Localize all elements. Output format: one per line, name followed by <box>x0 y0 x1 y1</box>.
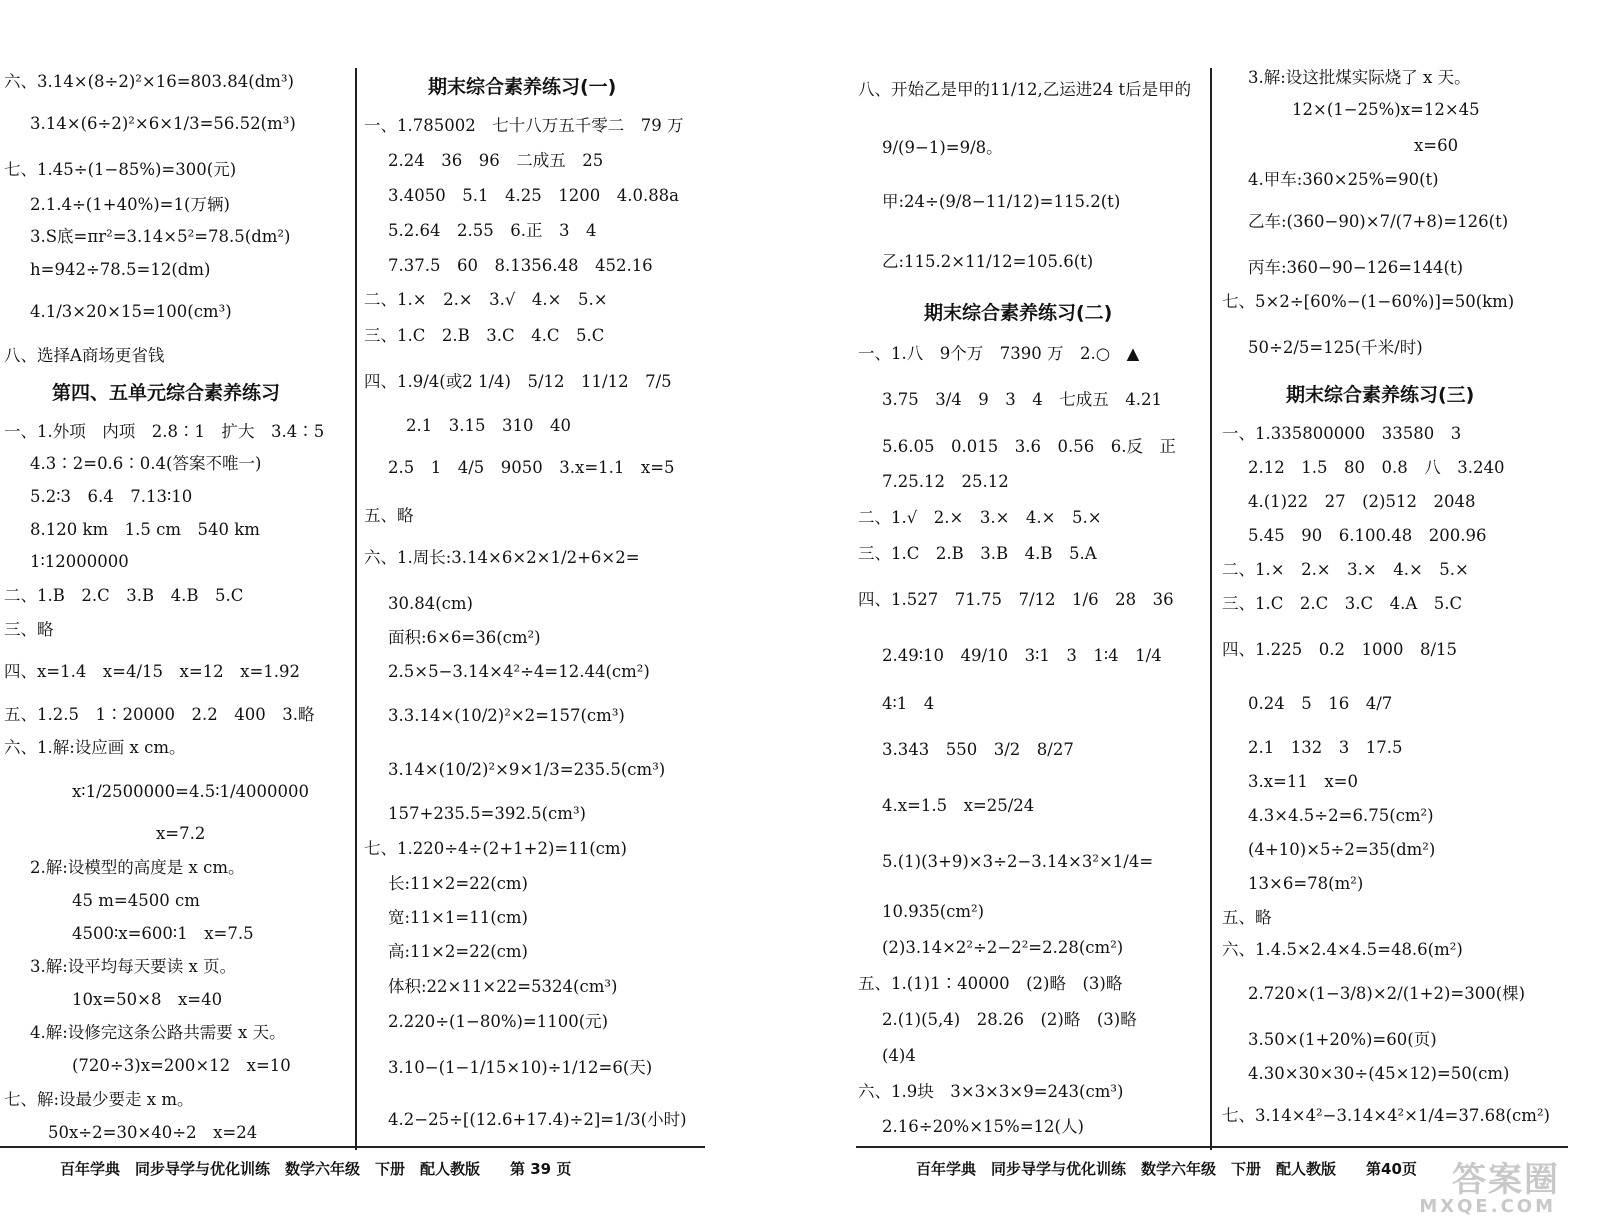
answer-line: 六、1.解:设应画 x cm。 <box>4 738 186 757</box>
answer-line: 二、1.√ 2.× 3.× 4.× 5.× <box>858 508 1102 527</box>
left-page <box>0 0 780 1219</box>
answer-line: 二、1.× 2.× 3.× 4.× 5.× <box>1222 560 1469 579</box>
answer-line: 七、5×2÷[60%−(1−60%)]=50(km) <box>1222 292 1515 311</box>
section-heading: 期末综合素养练习(三) <box>1286 384 1475 406</box>
answer-line: 六、1.周长:3.14×6×2×1/2+6×2= <box>364 548 640 567</box>
answer-line: 4.(1)22 27 (2)512 2048 <box>1248 492 1476 511</box>
answer-line: 3.50×(1+20%)=60(页) <box>1248 1030 1437 1049</box>
answer-line: 4.30×30×30÷(45×12)=50(cm) <box>1248 1064 1510 1083</box>
answer-line: 4500∶x=600∶1 x=7.5 <box>72 924 254 943</box>
section-heading: 第四、五单元综合素养练习 <box>52 382 281 404</box>
answer-line: 13×6=78(m²) <box>1248 874 1364 893</box>
answer-line: (4+10)×5÷2=35(dm²) <box>1248 840 1436 859</box>
answer-line: (2)3.14×2²÷2−2²=2.28(cm²) <box>882 938 1124 957</box>
answer-line: 2.1 3.15 310 40 <box>406 416 571 435</box>
answer-line: (4)4 <box>882 1046 916 1065</box>
answer-line: 一、1.外项 内项 2.8∶1 扩大 3.4∶5 <box>4 422 325 441</box>
answer-line: 2.12 1.5 80 0.8 八 3.240 <box>1248 458 1505 477</box>
answer-line: 乙:115.2×11/12=105.6(t) <box>882 252 1094 271</box>
answer-line: 2.5×5−3.14×4²÷4=12.44(cm²) <box>388 662 650 681</box>
answer-line: 2.5 1 4/5 9050 3.x=1.1 x=5 <box>388 458 675 477</box>
answer-line: 12×(1−25%)x=12×45 <box>1292 100 1480 119</box>
answer-line: 2.220÷(1−80%)=1100(元) <box>388 1012 609 1031</box>
answer-line: 3.x=11 x=0 <box>1248 772 1358 791</box>
answer-line: 5.2.64 2.55 6.正 3 4 <box>388 221 597 240</box>
answer-line: 2.(1)(5,4) 28.26 (2)略 (3)略 <box>882 1010 1137 1029</box>
answer-line: 5.2∶3 6.4 7.13∶10 <box>30 487 193 506</box>
answer-line: 四、1.9/4(或2 1/4) 5/12 11/12 7/5 <box>364 372 672 391</box>
answer-line: 1∶12000000 <box>30 552 129 571</box>
answer-line: 2.24 36 96 二成五 25 <box>388 151 604 170</box>
left-footer-rule <box>0 1146 705 1148</box>
answer-line: 4.甲车:360×25%=90(t) <box>1248 170 1439 189</box>
answer-line: 2.16÷20%×15%=12(人) <box>882 1117 1084 1136</box>
answer-line: 4.x=1.5 x=25/24 <box>882 796 1035 815</box>
answer-line: 八、开始乙是甲的11/12,乙运进24 t后是甲的 <box>858 80 1192 99</box>
answer-line: 面积:6×6=36(cm²) <box>388 628 541 647</box>
answer-line: 2.49∶10 49/10 3∶1 3 1∶4 1/4 <box>882 646 1162 665</box>
answer-line: 3.3.14×(10/2)²×2=157(cm³) <box>388 706 625 725</box>
answer-line: 2.1 132 3 17.5 <box>1248 738 1403 757</box>
answer-line: 0.24 5 16 4/7 <box>1248 694 1393 713</box>
answer-line: 乙车:(360−90)×7/(7+8)=126(t) <box>1248 212 1509 231</box>
answer-line: 三、1.C 2.B 3.B 4.B 5.A <box>858 544 1097 563</box>
answer-line: 五、1.2.5 1∶20000 2.2 400 3.略 <box>4 705 315 724</box>
answer-line: 7.37.5 60 8.1356.48 452.16 <box>388 256 653 275</box>
answer-line: 4.2−25÷[(12.6+17.4)÷2]=1/3(小时) <box>388 1110 687 1129</box>
answer-line: x=7.2 <box>156 824 206 843</box>
answer-line: 3.解:设平均每天要读 x 页。 <box>30 957 237 976</box>
answer-line: 四、x=1.4 x=4/15 x=12 x=1.92 <box>4 662 301 681</box>
answer-line: 一、1.八 9个万 7390 万 2.○ ▲ <box>858 344 1140 363</box>
answer-line: 三、1.C 2.C 3.C 4.A 5.C <box>1222 594 1463 613</box>
right-footer-rule <box>856 1146 1568 1148</box>
answer-line: 长:11×2=22(cm) <box>388 874 528 893</box>
answer-line: 3.4050 5.1 4.25 1200 4.0.88a <box>388 186 680 205</box>
answer-line: 3.10−(1−1/15×10)÷1/12=6(天) <box>388 1058 653 1077</box>
watermark-url: MXQE.COM <box>1419 1196 1556 1217</box>
answer-line: 4.1/3×20×15=100(cm³) <box>30 302 232 321</box>
answer-line: 三、略 <box>4 620 54 639</box>
left-column-divider <box>355 68 357 1150</box>
answer-line: x=60 <box>1414 136 1459 155</box>
answer-line: 宽:11×1=11(cm) <box>388 908 528 927</box>
answer-line: 8.120 km 1.5 cm 540 km <box>30 520 260 539</box>
answer-line: 七、1.45÷(1−85%)=300(元) <box>4 160 237 179</box>
answer-line: 3.解:设这批煤实际烧了 x 天。 <box>1248 68 1471 87</box>
section-heading: 期末综合素养练习(一) <box>428 76 617 98</box>
watermark-logo: 答案圈 <box>1452 1160 1560 1200</box>
answer-line: 157+235.5=392.5(cm³) <box>388 804 586 823</box>
answer-line: 10.935(cm²) <box>882 902 985 921</box>
answer-line: 八、选择A商场更省钱 <box>4 346 165 365</box>
answer-line: 4.3×4.5÷2=6.75(cm²) <box>1248 806 1434 825</box>
right-column-divider <box>1210 68 1212 1150</box>
answer-line: 五、略 <box>1222 908 1272 927</box>
answer-line: 高:11×2=22(cm) <box>388 942 528 961</box>
answer-line: 六、3.14×(8÷2)²×16=803.84(dm³) <box>4 72 294 91</box>
answer-line: 四、1.527 71.75 7/12 1/6 28 36 <box>858 590 1174 609</box>
answer-line: 50÷2/5=125(千米/时) <box>1248 338 1423 357</box>
answer-line: (720÷3)x=200×12 x=10 <box>72 1056 291 1075</box>
answer-line: 2.720×(1−3/8)×2/(1+2)=300(棵) <box>1248 984 1526 1003</box>
answer-line: 3.S底=πr²=3.14×5²=78.5(dm²) <box>30 227 291 246</box>
answer-line: 50x÷2=30×40÷2 x=24 <box>48 1123 258 1142</box>
right-page-footer: 百年学典 同步导学与优化训练 数学六年级 下册 配人教版 第40页 <box>916 1160 1417 1178</box>
answer-line: 2.解:设模型的高度是 x cm。 <box>30 858 245 877</box>
answer-line: 七、1.220÷4÷(2+1+2)=11(cm) <box>364 839 627 858</box>
answer-line: 9/(9−1)=9/8。 <box>882 138 1003 157</box>
answer-line: 六、1.9块 3×3×3×9=243(cm³) <box>858 1082 1124 1101</box>
answer-line: 四、1.225 0.2 1000 8/15 <box>1222 640 1458 659</box>
answer-line: 30.84(cm) <box>388 594 473 613</box>
answer-line: 六、1.4.5×2.4×4.5=48.6(m²) <box>1222 940 1463 959</box>
answer-line: 二、1.× 2.× 3.√ 4.× 5.× <box>364 290 608 309</box>
answer-line: 4.3∶2=0.6∶0.4(答案不唯一) <box>30 454 262 473</box>
answer-line: 2.1.4÷(1+40%)=1(万辆) <box>30 195 230 214</box>
answer-line: 4.解:设修完这条公路共需要 x 天。 <box>30 1023 286 1042</box>
answer-line: 3.14×(6÷2)²×6×1/3=56.52(m³) <box>30 114 296 133</box>
answer-line: x∶1/2500000=4.5∶1/4000000 <box>72 782 310 801</box>
section-heading: 期末综合素养练习(二) <box>924 302 1113 324</box>
answer-line: 一、1.335800000 33580 3 <box>1222 424 1462 443</box>
answer-line: h=942÷78.5=12(dm) <box>30 260 211 279</box>
answer-line: 甲:24÷(9/8−11/12)=115.2(t) <box>882 192 1121 211</box>
answer-line: 丙车:360−90−126=144(t) <box>1248 258 1464 277</box>
answer-line: 5.(1)(3+9)×3÷2−3.14×3²×1/4= <box>882 852 1154 871</box>
answer-line: 一、1.785002 七十八万五千零二 79 万 <box>364 116 684 135</box>
answer-line: 体积:22×11×22=5324(cm³) <box>388 977 618 996</box>
answer-line: 45 m=4500 cm <box>72 891 200 910</box>
answer-line: 七、3.14×4²−3.14×4²×1/4=37.68(cm²) <box>1222 1106 1550 1125</box>
answer-line: 五、1.(1)1∶40000 (2)略 (3)略 <box>858 974 1123 993</box>
left-page-footer: 百年学典 同步导学与优化训练 数学六年级 下册 配人教版 第 39 页 <box>60 1160 572 1178</box>
answer-line: 3.75 3/4 9 3 4 七成五 4.21 <box>882 390 1163 409</box>
answer-line: 3.343 550 3/2 8/27 <box>882 740 1074 759</box>
answer-line: 3.14×(10/2)²×9×1/3=235.5(cm³) <box>388 760 666 779</box>
answer-line: 7.25.12 25.12 <box>882 472 1009 491</box>
answer-line: 二、1.B 2.C 3.B 4.B 5.C <box>4 586 244 605</box>
answer-line: 10x=50×8 x=40 <box>72 990 223 1009</box>
right-page <box>800 0 1600 1219</box>
answer-line: 三、1.C 2.B 3.C 4.C 5.C <box>364 326 605 345</box>
answer-line: 五、略 <box>364 506 414 525</box>
answer-line: 七、解:设最少要走 x m。 <box>4 1090 194 1109</box>
answer-line: 5.6.05 0.015 3.6 0.56 6.反 正 <box>882 437 1176 456</box>
answer-line: 4∶1 4 <box>882 694 935 713</box>
answer-line: 5.45 90 6.100.48 200.96 <box>1248 526 1487 545</box>
